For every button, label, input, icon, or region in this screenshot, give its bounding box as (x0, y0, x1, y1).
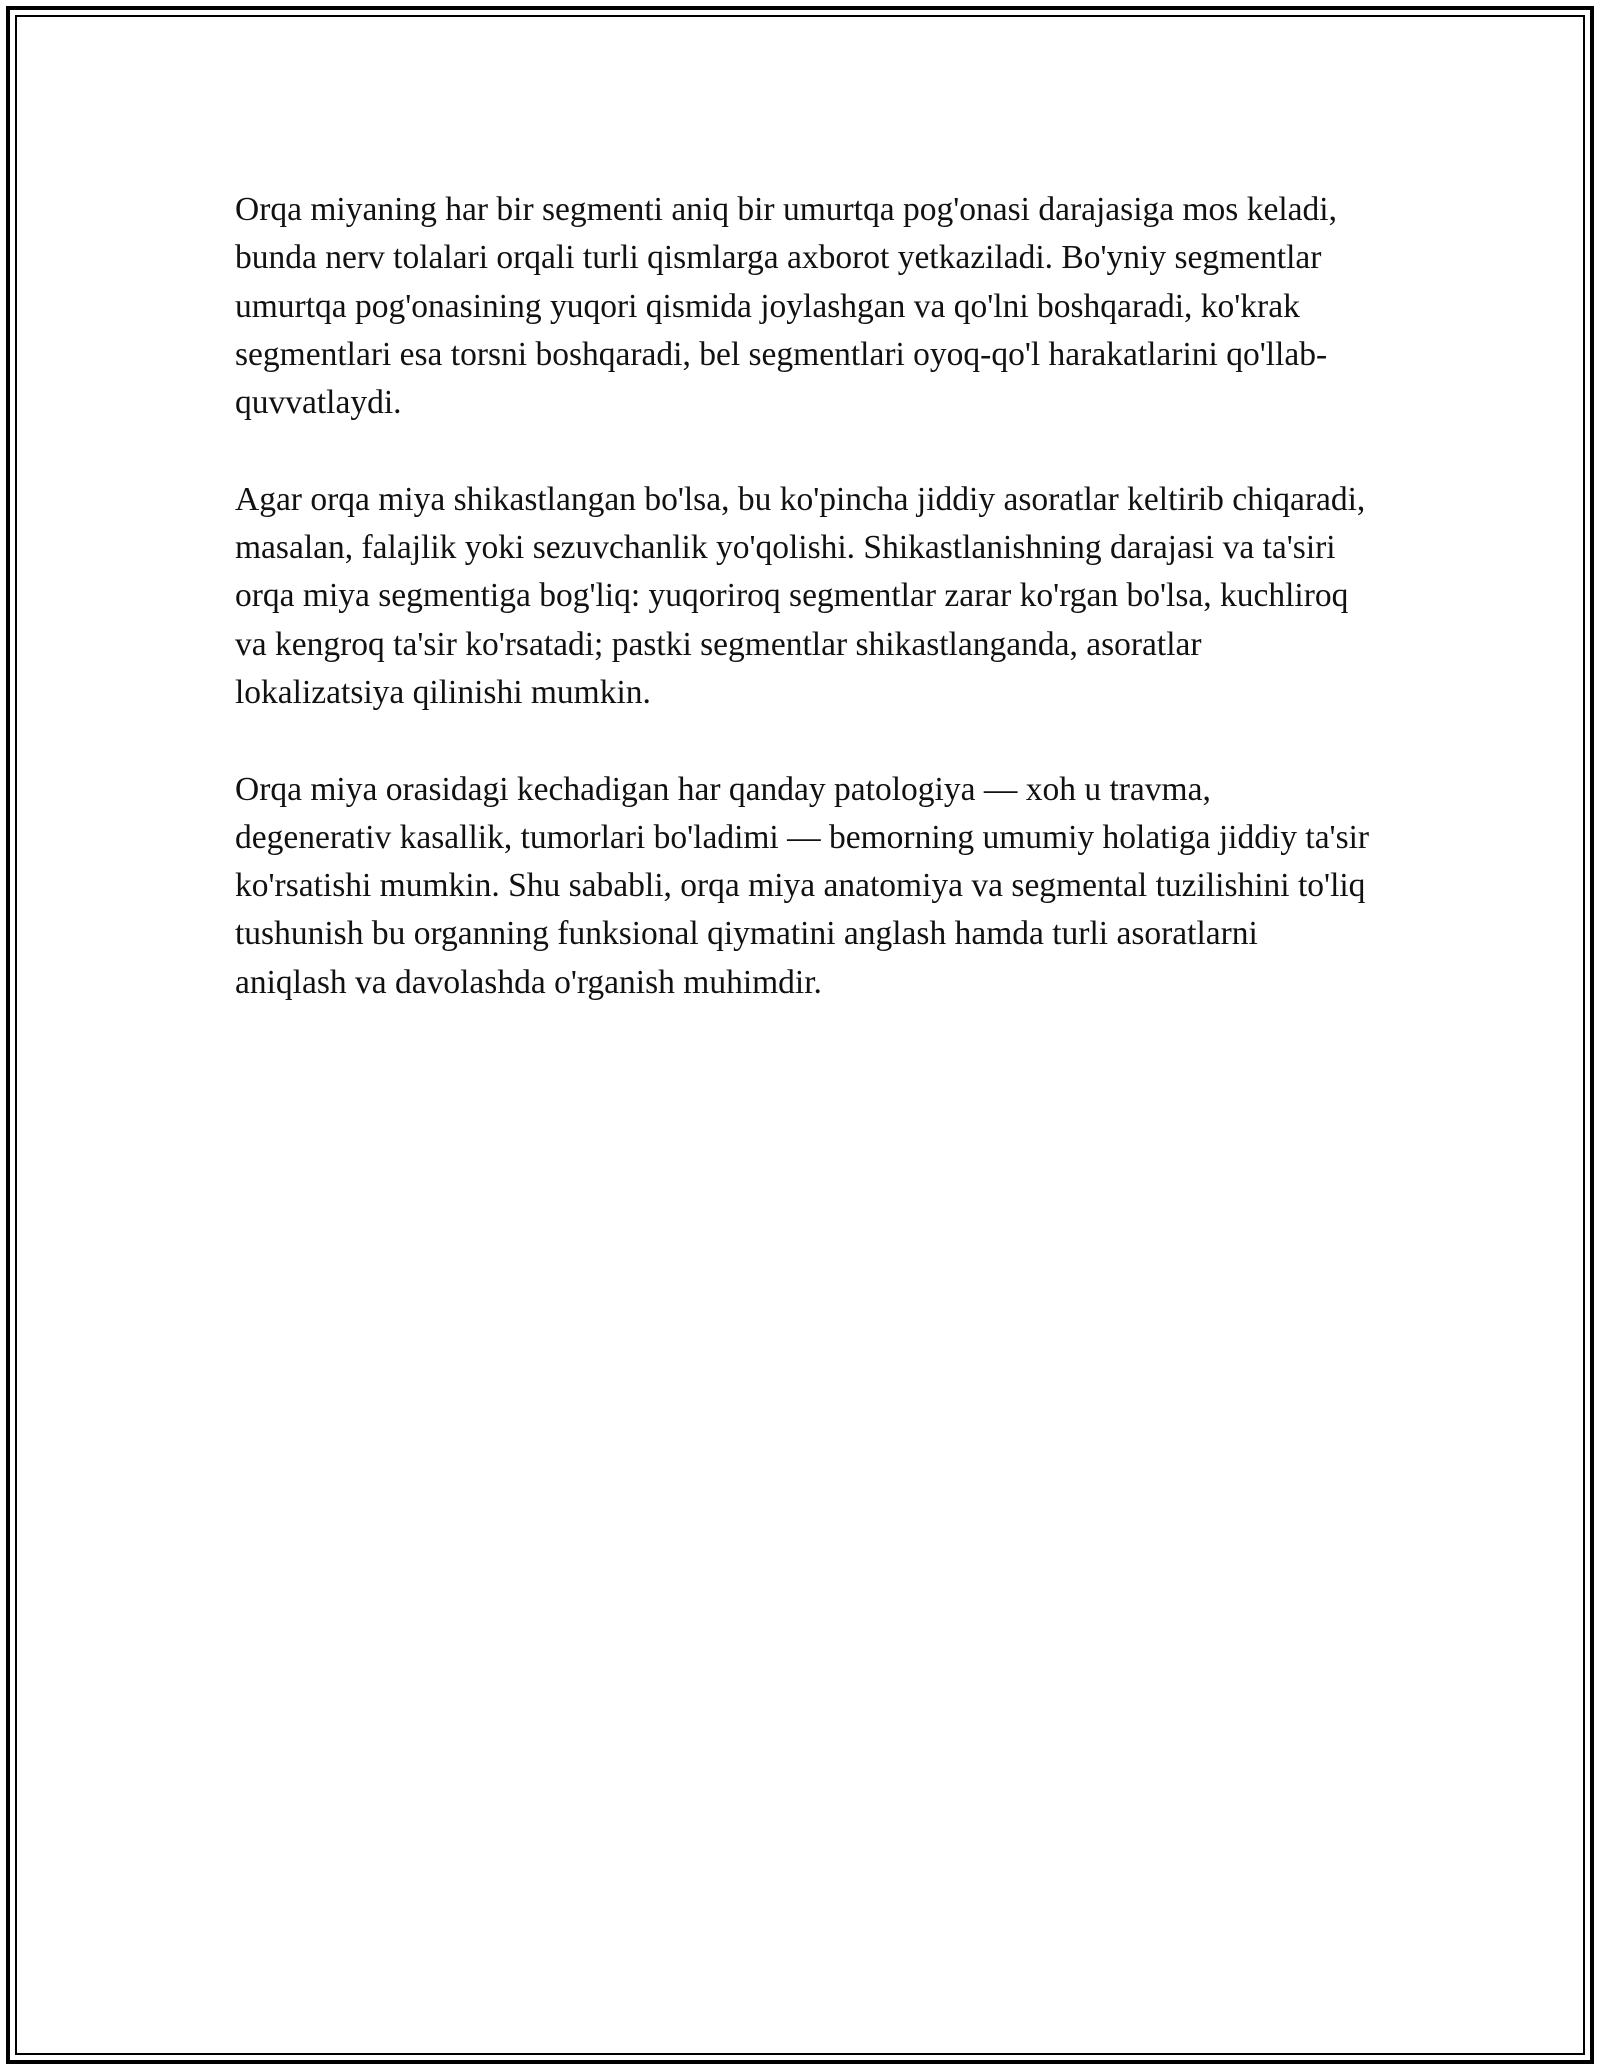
paragraph-1: Orqa miyaning har bir segmenti aniq bir umurtqa pog'onasi darajasiga mos keladi, bunda nerv tolalari orqali turli qismlarga axborot yetkaziladi. Bo'yniy segmentlar umurtqa pog'onasining yuqori qismida joylashgan va qo'lni boshqaradi, ko'krak segmentlari esa torsni boshqaradi, bel segmentlari oyoq-qo'l harakatlarini qo'llab-quvvatlaydi. (235, 191, 1337, 422)
paragraph-3: Orqa miya orasidagi kechadigan har qanday patologiya — xoh u travma, degenerativ kasallik, tumorlari bo'ladimi — bemorning umumiy holatiga jiddiy ta'sir ko'rsatishi mumkin. Shu sababli, orqa miya anatomiya va segmental tuzilishini to'liq tushunish bu organning funksional qiymatini anglash hamda turli asoratlarni aniqlash va davolashda o'rganish muhimdir. (235, 770, 1370, 1001)
paragraph-2: Agar orqa miya shikastlangan bo'lsa, bu ko'pincha jiddiy asoratlar keltirib chiqaradi, masalan, falajlik yoki sezuvchanlik yo'qolishi. Shikastlanishning darajasi va ta'siri orqa miya segmentiga bog'liq: yuqoriroq segmentlar zarar ko'rgan bo'lsa, kuchliroq va kengroq ta'sir ko'rsatadi; pastki segmentlar shikastlanganda, asoratlar lokalizatsiya qilinishi mumkin. (235, 480, 1366, 711)
document-body (235, 186, 1375, 1055)
